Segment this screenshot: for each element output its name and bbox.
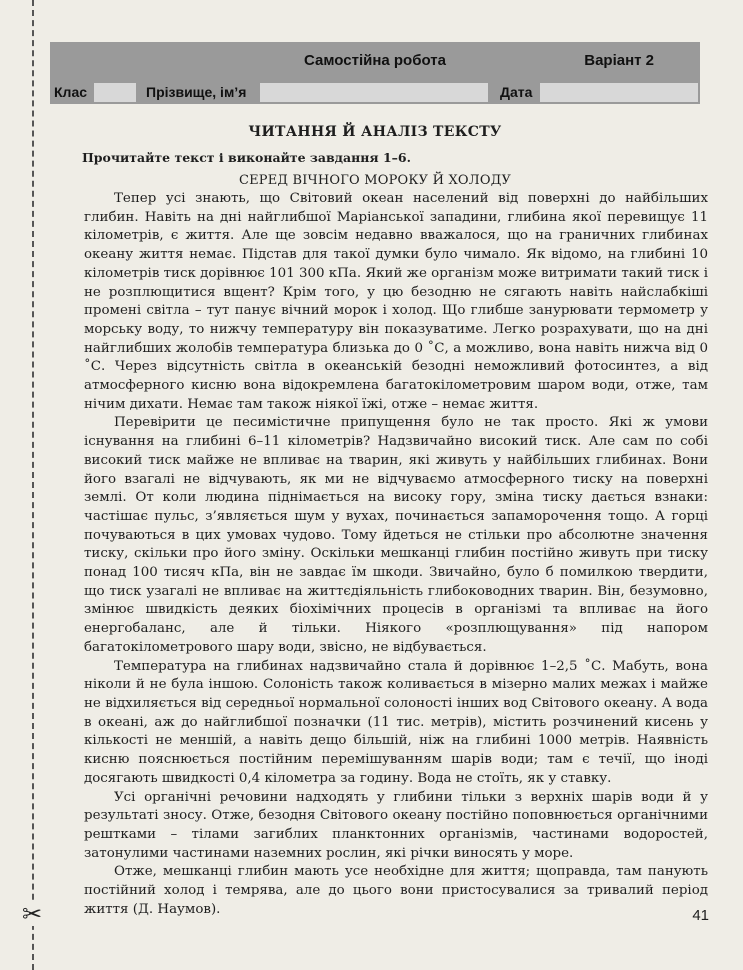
paragraph: Перевірити це песимістичне припущення було не так просто. Які ж умови існування на глибині 6–11 кілометрів? Надзвичайно високий тиск. Але сам по собі високий тиск майже не впливає на тварин, які живуть у найбільших глибинах. Вони його взагалі не відчувають, як ми не відчуваємо атмосферного тиску на поверхні землі. От коли людина піднімається на високу гору, зміна тиску дається взнаки: частішає пульс, з’являється шум у вухах, починається запаморочення тощо. А горці почуваються в цих умовах чудово. Тому йдеться не стільки про абсолютне значення тиску, скільки про його зміну. Оскільки мешканці глибин постійно живуть при тиску понад 100 тисяч кПа, він не завдає їм шкоди. Звичайно, було б помилкою твердити, що тиск узагалі не впливає на життєдіяльність глибоководних тварин. Він, безумовно, змінює швидкість деяких біохімічних процесів в організмі та впливає на його енергобаланс, але й тільки. Ніякого «розплющування» під напором багатокілометрового шару води, звісно, не відбувається.: [84, 415, 708, 655]
paragraph: Тепер усі знають, що Світовий океан населений від поверхні до найбільших глибин. Навіть на дні найглибшої Маріанської западини, глибина якої перевищує 11 кілометрів, є життя. Але ще зовсім недавно вважалося, що на граничних глибинах океану життя немає. Підстав для такої думки було чимало. Як відомо, на глибині 10 кілометрів тиск дорівнює 101 300 кПа. Який же організм може витримати такий тиск і не розплющитися вщент? Крім того, у цю безодню не сягають навіть найслабкіші промені світла – тут панує вічний морок і холод. Що глибше занурювати термометр у морську воду, то нижчу температуру він показуватиме. Легко розрахувати, що на дні найглибших жолобів температура близька до 0 ˚С, а можливо, вона навіть нижча від 0 ˚С. Через відсутність світла в океанській безодні неможливий фотосинтез, а від атмосферного кисню вона відокремлена багатокілометровим шаром води, отже, там нічим дихати. Немає там також ніякої їжі, отже – немає життя.: [84, 191, 708, 412]
page-number: 41: [692, 907, 709, 924]
cut-line: [32, 0, 34, 970]
text-title: СЕРЕД ВІЧНОГО МОРОКУ Й ХОЛОДУ: [238, 173, 512, 188]
instruction: Прочитайте текст і виконайте завдання 1–6.: [82, 150, 411, 165]
paragraph: Усі органічні речовини надходять у глибини тільки з верхніх шарів води й у результаті зносу. Отже, безодня Світового океану постійно поповнюється органічними рештками – тілами загиблих планктонних організмів, частинами водоростей, затонулими частинами наземних рослин, які річки виносять у море.: [84, 789, 708, 861]
paragraph: Отже, мешканці глибин мають усе необхідне для життя; щоправда, там панують постійний холод і темрява, але до цього вони пристосувалися за тривалий період життя (Д. Наумов).: [84, 864, 708, 917]
section-title: ЧИТАННЯ Й АНАЛІЗ ТЕКСТУ: [248, 124, 502, 140]
header-title: Самостійна робота: [304, 52, 446, 69]
name-field[interactable]: [260, 83, 488, 102]
worksheet-header: [50, 42, 700, 104]
variant-label: Варіант 2: [584, 52, 654, 69]
name-label: Прізвище, ім’я: [146, 84, 247, 100]
scissors-icon: ✂: [22, 900, 43, 928]
reading-text: [84, 190, 708, 919]
paragraph: Температура на глибинах надзвичайно стала й дорівнює 1–2,5 ˚С. Мабуть, вона ніколи й не була іншою. Солоність також коливається в мізерно малих межах і майже не відхиляється від середньої нормальної солоності інших вод Світового океану. А вода в океані, аж до найглибшої позначки (11 тис. метрів), містить розчинений кисень у кількості не меншій, а навіть дещо більшій, ніж на глибині 1000 метрів. Наявність кисню пояснюється постійним перемішуванням шарів води; там є течії, що іноді досягають швидкості 0,4 кілометра за годину. Вода не стоїть, як у ставку.: [84, 658, 708, 786]
class-field[interactable]: [94, 83, 136, 102]
student-info-row: [50, 80, 700, 104]
date-field[interactable]: [540, 83, 698, 102]
class-label: Клас: [54, 84, 88, 100]
date-label: Дата: [500, 84, 533, 100]
